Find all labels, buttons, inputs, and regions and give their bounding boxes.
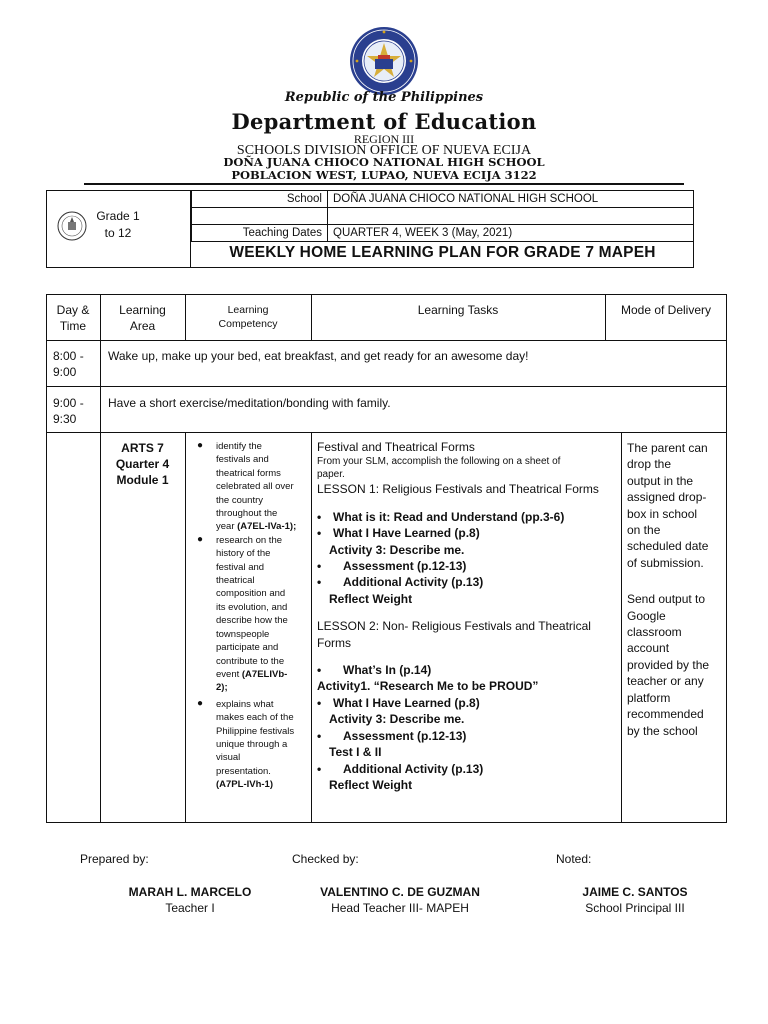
row3-learning-area — [100, 440, 185, 488]
comp3-line: makes each of the — [216, 712, 294, 724]
comp2-tail: event — [216, 668, 242, 680]
delivery-line: provided by the — [627, 657, 710, 672]
header-day-time-line1: Day & — [56, 303, 90, 317]
comp2-line: participate and — [216, 642, 279, 654]
l2-item-1-text: What’s In (p.14) — [343, 663, 432, 678]
region-heading: REGION III — [353, 132, 415, 146]
header-competency-line1: Learning — [227, 304, 269, 316]
noted-signatory — [560, 884, 710, 916]
prepared-signatory — [110, 884, 270, 916]
mode-of-delivery — [627, 440, 724, 739]
comp3-code: (A7PL-IVh-1) — [216, 779, 273, 791]
row2-time — [53, 395, 98, 427]
competency-list — [190, 440, 308, 792]
header-competency — [185, 303, 311, 331]
bullet-icon: • — [317, 761, 322, 776]
tasks-heading: Festival and Theatrical Forms — [317, 440, 475, 454]
header-mode-of-delivery: Mode of Delivery — [620, 303, 712, 317]
bullet-icon: • — [317, 728, 322, 743]
l2-item-2-text: What I Have Learned (p.8) — [333, 695, 480, 710]
delivery-line: by the school — [627, 723, 698, 738]
comp1-code: (A7EL-IVa-1); — [237, 521, 297, 533]
spacer — [317, 651, 617, 662]
area-quarter: Quarter 4 — [115, 457, 170, 471]
division-heading: SCHOOLS DIVISION OFFICE OF NUEVA ECIJA — [236, 143, 532, 158]
teaching-dates-label: Teaching Dates — [192, 225, 328, 242]
competency-item-2 — [190, 534, 308, 695]
l1-item-3 — [317, 558, 617, 574]
delivery-line: assigned drop- — [627, 490, 707, 505]
l1-item-2 — [317, 525, 617, 541]
delivery-line: of submission. — [627, 555, 704, 570]
info-table — [191, 190, 694, 242]
noted-label: Noted: — [556, 852, 592, 866]
delivery-line: Google — [627, 608, 666, 623]
l2-item-3 — [317, 728, 617, 744]
tasks-instruction-2: paper. — [317, 469, 345, 481]
prepared-by-label: Prepared by: — [80, 852, 149, 866]
l1-item-4b: Reflect Weight — [329, 591, 413, 606]
header-learning-area-line2: Area — [129, 319, 156, 333]
delivery-line: The parent can — [627, 441, 708, 455]
delivery-line: output in the — [627, 473, 694, 488]
l1-item-3-text: Assessment (p.12-13) — [343, 559, 467, 574]
grade-label — [88, 208, 148, 242]
l1-item-2b: Activity 3: Describe me. — [329, 542, 465, 557]
row2-time-line2: 9:30 — [53, 412, 77, 426]
competency-item-1 — [190, 440, 308, 534]
comp1-line: celebrated all over — [216, 481, 294, 493]
comp2-line: contribute to the — [216, 655, 285, 667]
delivery-line: drop the — [627, 457, 672, 472]
checked-name: VALENTINO C. DE GUZMAN — [320, 885, 480, 899]
l2-item-2 — [317, 695, 617, 711]
comp1-line — [216, 520, 308, 533]
delivery-line: classroom — [627, 625, 682, 640]
comp2-line: festival and — [216, 561, 265, 573]
republic-heading: Republic of the Philippines — [284, 90, 484, 105]
bullet-icon: ● — [197, 697, 204, 709]
comp2-line — [216, 681, 308, 694]
comp1-tail: year — [216, 521, 238, 533]
row1-time-line2: 9:00 — [53, 365, 77, 379]
comp3-line: Philippine festivals — [216, 725, 295, 737]
l2-item-4-text: Additional Activity (p.13) — [343, 761, 484, 776]
bullet-icon: • — [317, 509, 322, 524]
school-seal-logo — [56, 205, 88, 247]
row2-activity: Have a short exercise/meditation/bonding with family. — [108, 396, 391, 410]
area-subject: ARTS 7 — [121, 441, 164, 455]
blank-value — [328, 208, 694, 225]
header-learning-area — [100, 302, 185, 334]
comp2-code: (A7ELIVb- — [241, 668, 288, 680]
checked-by-label: Checked by: — [292, 852, 359, 866]
comp1-line: theatrical forms — [216, 467, 281, 479]
delivery-line: on the — [627, 523, 661, 538]
delivery-line: teacher or any — [627, 674, 704, 689]
bullet-icon: • — [317, 575, 322, 590]
header-day-time — [46, 302, 100, 334]
row-divider-2 — [46, 432, 727, 433]
comp3-line: unique through a — [216, 738, 288, 750]
col-divider-3-bottom — [311, 432, 312, 823]
bullet-icon: • — [317, 559, 322, 574]
comp2-line: describe how the — [216, 615, 288, 627]
comp1-line: festivals and — [216, 454, 269, 466]
l1-item-4-text: Additional Activity (p.13) — [343, 575, 484, 590]
delivery-line: Send output to — [627, 592, 706, 607]
header-learning-area-line1: Learning — [119, 303, 166, 317]
school-value: DOÑA JUANA CHIOCO NATIONAL HIGH SCHOOL — [328, 191, 694, 208]
l1-item-1-text: What is it: Read and Understand (pp.3-6) — [333, 509, 565, 524]
l2-item-4b: Reflect Weight — [329, 777, 413, 792]
delivery-line: platform — [627, 690, 671, 705]
delivery-line: account — [627, 641, 670, 656]
comp2-line: its evolution, and — [216, 601, 288, 613]
department-heading: Department of Education — [231, 109, 537, 134]
comp3-line: presentation. — [216, 765, 271, 777]
row-divider-header — [46, 340, 727, 341]
tasks-instruction-1: From your SLM, accomplish the following on a sheet of — [317, 456, 561, 468]
l2-item-3-text: Assessment (p.12-13) — [343, 728, 467, 743]
header-divider — [84, 183, 684, 185]
comp3-line: visual — [216, 752, 241, 764]
prepared-title: Teacher I — [165, 901, 215, 915]
spacer — [317, 498, 617, 509]
learning-tasks — [317, 439, 617, 793]
noted-title: School Principal III — [585, 901, 685, 915]
competency-item-3 — [190, 698, 308, 792]
comp2-line: composition and — [216, 588, 286, 600]
lesson2-title-1: LESSON 2: Non- Religious Festivals and Theatrical — [317, 619, 591, 634]
deped-seal-logo — [349, 26, 419, 96]
comp1-line: throughout the — [216, 508, 278, 520]
delivery-line: box in school — [627, 506, 698, 521]
comp2-line: research on the — [216, 534, 283, 546]
checked-title: Head Teacher III- MAPEH — [331, 901, 469, 915]
school-heading: DOÑA JUANA CHIOCO NATIONAL HIGH SCHOOL — [223, 155, 545, 169]
l2-item-4 — [317, 761, 617, 777]
row2-time-line1: 9:00 - — [53, 396, 84, 410]
comp3-line — [216, 778, 308, 791]
lesson1-title: LESSON 1: Religious Festivals and Theatrical Forms — [317, 482, 599, 497]
comp2-code-2: 2); — [216, 682, 228, 694]
col-divider-2-bottom — [185, 432, 186, 823]
l2-activity: Activity1. “Research Me to be PROUD” — [317, 679, 539, 694]
delivery-line: recommended — [627, 707, 704, 722]
plan-title: WEEKLY HOME LEARNING PLAN FOR GRADE 7 MAPEH — [229, 244, 656, 261]
grade-line-2: to 12 — [104, 226, 132, 240]
delivery-line: scheduled date — [627, 539, 709, 554]
header-competency-line2: Competency — [218, 318, 278, 330]
comp2-line: townspeople — [216, 628, 270, 640]
l1-item-2-text: What I Have Learned (p.8) — [333, 526, 480, 541]
checked-signatory — [305, 884, 495, 916]
row1-time-line1: 8:00 - — [53, 349, 84, 363]
l2-item-1 — [317, 662, 617, 678]
area-module: Module 1 — [116, 473, 169, 487]
noted-name: JAIME C. SANTOS — [582, 885, 688, 899]
bullet-icon: • — [317, 695, 322, 710]
comp2-line — [216, 668, 308, 681]
bullet-icon: ● — [197, 440, 204, 451]
address-heading: POBLACION WEST, LUPAO, NUEVA ECIJA 3122 — [231, 168, 537, 182]
comp1-line: the country — [216, 494, 263, 506]
comp2-line: theatrical — [216, 575, 255, 587]
prepared-name: MARAH L. MARCELO — [128, 885, 252, 899]
bullet-icon: • — [317, 526, 322, 541]
col-divider-1 — [100, 294, 101, 823]
bullet-icon: • — [317, 663, 322, 678]
comp1-line: identify the — [216, 441, 262, 452]
lesson2-title-2: Forms — [317, 635, 351, 650]
bullet-icon: ● — [197, 533, 204, 545]
blank-label — [192, 208, 328, 225]
header-learning-tasks: Learning Tasks — [417, 303, 499, 317]
l2-item-3b: Test I & II — [329, 745, 382, 760]
school-label: School — [192, 191, 328, 208]
comp3-line: explains what — [216, 698, 274, 710]
spacer — [627, 571, 724, 591]
row-divider-1 — [46, 386, 727, 387]
l2-item-2b: Activity 3: Describe me. — [329, 712, 465, 727]
grade-line-1: Grade 1 — [96, 209, 140, 223]
row1-time — [53, 348, 98, 380]
comp2-line: history of the — [216, 548, 271, 560]
header-day-time-line2: Time — [59, 319, 87, 333]
l1-item-1 — [317, 509, 617, 525]
teaching-dates-value: QUARTER 4, WEEK 3 (May, 2021) — [328, 225, 694, 242]
l1-item-4 — [317, 574, 617, 590]
row1-activity: Wake up, make up your bed, eat breakfast, and get ready for an awesome day! — [108, 349, 529, 363]
spacer — [317, 607, 617, 618]
col-divider-4-bottom — [621, 432, 622, 823]
